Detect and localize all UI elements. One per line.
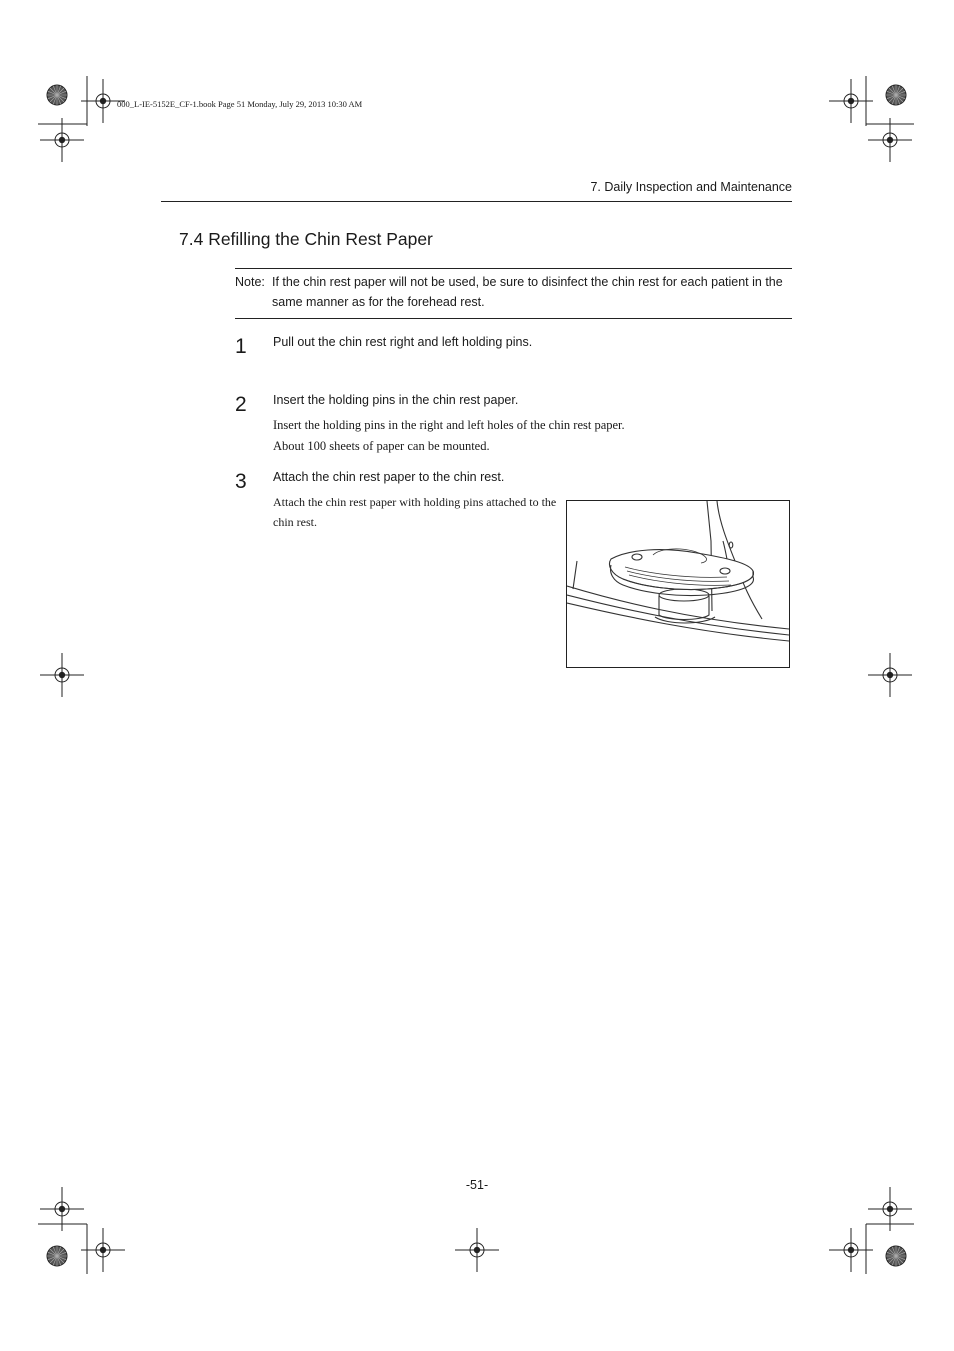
step-number: 3: [235, 470, 247, 493]
step-body: [273, 415, 713, 457]
step-title: Pull out the chin rest right and left holding pins.: [273, 335, 533, 349]
step-body-line: About 100 sheets of paper can be mounted.: [273, 439, 490, 453]
step-number: 2: [235, 393, 247, 416]
section-title: 7.4 Refilling the Chin Rest Paper: [179, 229, 433, 249]
print-info: 000_L-IE-5152E_CF-1.book Page 51 Monday, July 29, 2013 10:30 AM: [117, 99, 363, 109]
page-number: -51-: [465, 1178, 489, 1192]
step-body-line: Insert the holding pins in the right and left holes of the chin rest paper.: [273, 418, 625, 432]
note-label: Note:: [235, 275, 265, 289]
chapter-header: 7. Daily Inspection and Maintenance: [590, 180, 792, 194]
step-number: 1: [235, 335, 247, 358]
step-body: Attach the chin rest paper with holding pins attached to the chin rest.: [273, 495, 557, 529]
header-rule: [161, 201, 792, 202]
chin-rest-figure: [566, 500, 790, 668]
note-box: [235, 268, 792, 319]
step-title: Attach the chin rest paper to the chin rest.: [273, 470, 505, 484]
note-text: If the chin rest paper will not be used, be sure to disinfect the chin rest for each patient in the same manner as for the forehead rest.: [272, 275, 783, 309]
chin-rest-illustration-icon: [567, 501, 789, 667]
step-title: Insert the holding pins in the chin rest paper.: [273, 393, 519, 407]
